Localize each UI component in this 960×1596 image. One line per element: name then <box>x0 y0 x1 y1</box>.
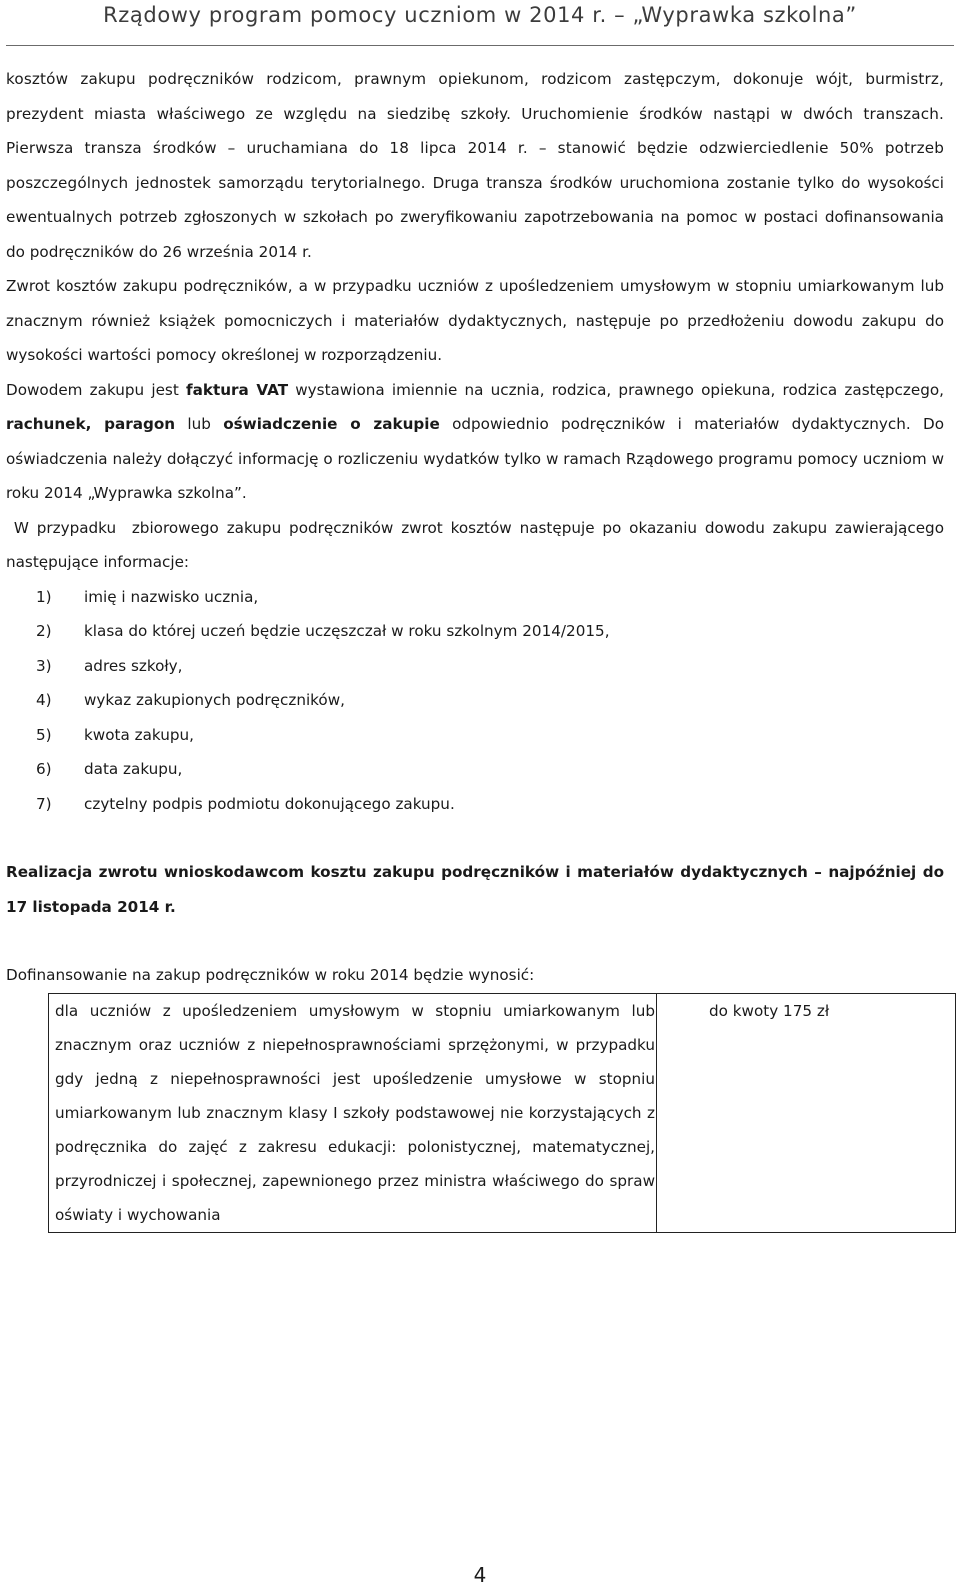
list-item-text: czytelny podpis podmiotu dokonującego zakupu. <box>84 794 455 813</box>
text-segment: lub <box>175 415 224 433</box>
list-item-text: klasa do której uczeń będzie uczęszczał w roku szkolnym 2014/2015, <box>84 622 610 640</box>
bold-receipt: rachunek, paragon <box>6 415 176 433</box>
list-item <box>6 580 944 615</box>
list-item <box>6 614 944 649</box>
spacer <box>6 924 944 958</box>
paragraph-refund-rules: Zwrot kosztów zakupu podręczników, a w przypadku uczniów z upośledzeniem umysłowym w stopniu umiarkowanym lub znacznym również książek pomocniczych i materiałów dydaktycznych, następuje po przedłożeniu dowodu zakupu do wysokości wartości pomocy określonej w rozporządzeniu. <box>6 277 944 364</box>
list-item <box>6 718 944 753</box>
bold-invoice: faktura VAT <box>185 380 289 399</box>
funding-description: dla uczniów z upośledzeniem umysłowym w stopniu umiarkowanym lub znacznym oraz uczniów z niepełnosprawnościami sprzężonymi, w przypadku gdy jedną z niepełnosprawności jest upośledzenie umysłowe w stopniu umiarkowanym lub znacznym klasy I szkoły podstawowej nie korzystających z podręcznika do zajęć z zakresu edukacji: polonistycznej, matematycznej, przyrodniczej i społecznej, zapewnionego przez ministra właściwego do spraw oświaty i wychowania <box>55 1001 655 1224</box>
list-item-text: adres szkoły, <box>84 656 183 675</box>
funding-description-cell <box>49 993 657 1232</box>
list-item-number: 5) <box>36 725 52 744</box>
list-item-number: 3) <box>36 656 52 675</box>
funding-amount: do kwoty 175 zł <box>709 1001 830 1020</box>
list-item-number: 2) <box>36 622 52 640</box>
list-item <box>6 649 944 684</box>
list-item-text: kwota zakupu, <box>84 725 194 744</box>
funding-table <box>48 993 956 1233</box>
text-segment: odpowiednio podręczników i materiałów dydaktycznych. Do oświadczenia należy dołączyć informację o rozliczeniu wydatków tylko w ramach Rządowego programu pomocy uczniom w roku 2014 „Wyprawka szkolna”. <box>6 415 944 502</box>
list-item-number: 7) <box>36 794 52 813</box>
paragraph-tranches-part-a: kosztów zakupu podręczników rodzicom, prawnym opiekunom, rodzicom zastępczym, dokonuje wójt, burmistrz, prezydent miasta właściwego ze względu na siedzibę szkoły. Uruchomienie środków nastąpi w dwóch transzach. Pierwsza transza środków – uruchamiana do 18 lipca 2014 r. – stanowić będzie odzwierciedlenie 50% potrzeb poszczególnych jednostek samorządu terytorialnego. <box>6 70 944 192</box>
paragraph-tranches-part-b: Druga transza środków uruchomiona zostanie tylko do wysokości ewentualnych potrzeb zgłoszonych w szkołach po zweryfikowaniu zapotrzebowania na pomoc w postaci dofinansowania do podręczników do 26 września 2014 r. <box>6 173 944 261</box>
paragraph-proof-of-purchase <box>6 373 944 511</box>
list-item-text: wykaz zakupionych podręczników, <box>84 691 345 709</box>
deadline-notice: Realizacja zwrotu wnioskodawcom kosztu zakupu podręczników i materiałów dydaktycznych – najpóźniej do 17 listopada 2014 r. <box>6 863 944 916</box>
header-divider <box>6 45 954 46</box>
table-row <box>49 993 956 1232</box>
list-item-number: 1) <box>36 587 52 606</box>
required-info-list <box>6 580 944 822</box>
text-segment: Dowodem zakupu jest <box>6 380 186 399</box>
paragraph-collective-purchase: W przypadku zbiorowego zakupu podręczników zwrot kosztów następuje po okazaniu dowodu zakupu zawierającego następujące informacje: <box>6 518 949 571</box>
page-header: Rządowy program pomocy uczniom w 2014 r. – „Wyprawka szkolna” <box>103 3 857 27</box>
list-item <box>6 787 944 822</box>
bold-declaration: oświadczenie o zakupie <box>223 415 440 433</box>
page-number: 4 <box>473 1563 487 1587</box>
list-item-text: data zakupu, <box>84 760 183 778</box>
paragraph-funding-tranches <box>6 62 944 269</box>
list-item-number: 4) <box>36 691 52 709</box>
list-item-number: 6) <box>36 760 52 778</box>
document-body <box>6 62 949 1233</box>
text-segment: wystawiona imiennie na ucznia, rodzica, prawnego opiekuna, rodzica zastępczego, <box>288 380 944 399</box>
funding-intro: Dofinansowanie na zakup podręczników w roku 2014 będzie wynosić: <box>6 966 535 984</box>
funding-amount-cell <box>657 993 956 1232</box>
spacer <box>6 821 944 855</box>
list-item <box>6 752 944 787</box>
list-item <box>6 683 944 718</box>
list-item-text: imię i nazwisko ucznia, <box>84 587 259 606</box>
